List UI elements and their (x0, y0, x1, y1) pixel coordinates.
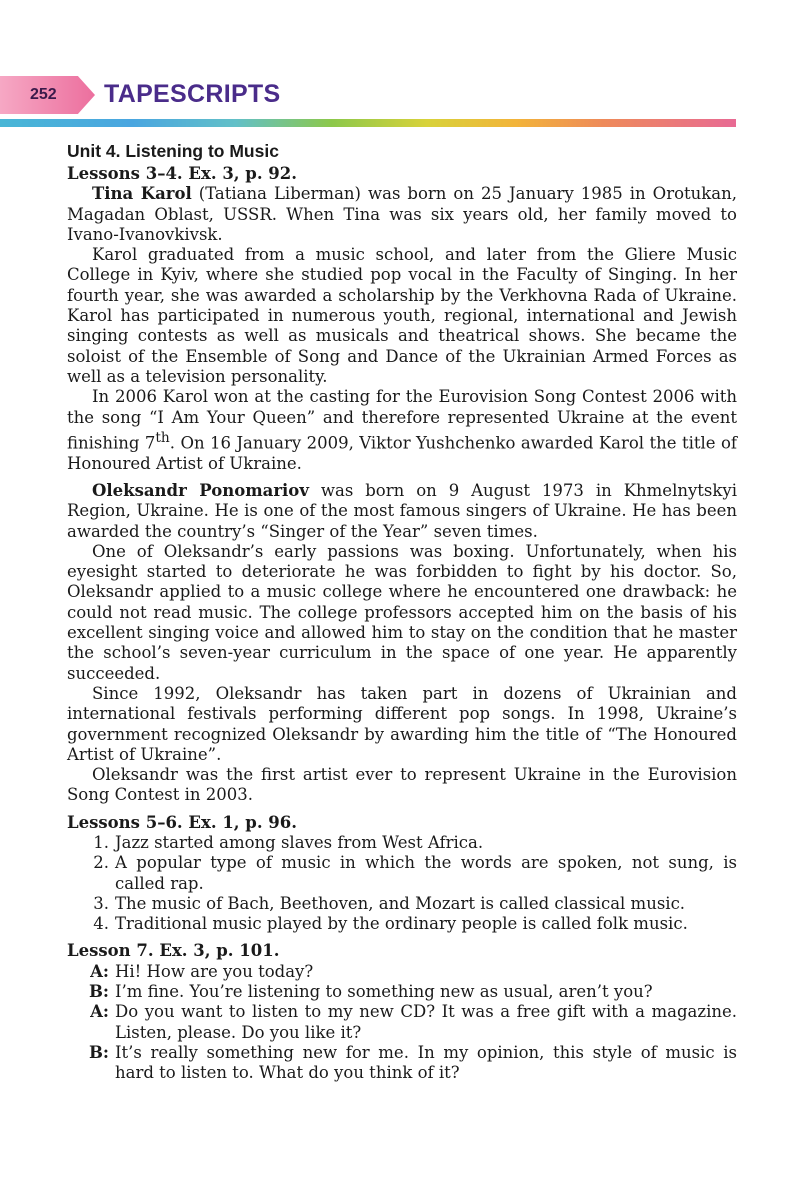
lesson-heading-5-6: Lessons 5–6. Ex. 1, p. 96. (67, 812, 298, 832)
paragraph-ponomariov-boxing: One of Oleksandr’s early passions was boxing. Unfortunately, when his eyesight started to deteriorate he was forbidden to fight by his doctor. So, Oleksandr applied to a music college where he encountered one drawback: he could not read music. The college professors accepted him on the basis of his excellent singing voice and allowed him to stay on the condition that he master the school’s seven-year curriculum in the space of one year. He apparently succeeded. (67, 541, 737, 683)
exercise-list (67, 833, 737, 934)
name-oleksandr-ponomariov: Oleksandr Ponomariov (92, 480, 309, 500)
list-item: 2. A popular type of music in which the words are spoken, not sung, is called rap. (93, 853, 737, 893)
paragraph-karol-eurovision: In 2006 Karol won at the casting for the Eurovision Song Contest 2006 with the song “I Am Your Queen” and therefore represented Ukraine at the event finishing 7th. On 16 January 2009, Viktor Yushchenko awarded Karol the title of Honoured Artist of Ukraine. (67, 387, 737, 473)
speaker-label: A: (90, 1002, 109, 1022)
dialogue-line: A: Do you want to listen to my new CD? It was a free gift with a magazine. Listen, please. Do you like it? (67, 1002, 737, 1043)
lesson-heading-7: Lesson 7. Ex. 3, p. 101. (67, 941, 280, 961)
speaker-label: B: (88, 982, 109, 1002)
page-content (67, 140, 737, 1084)
dialogue-line: A: Hi! How are you today? (67, 962, 737, 982)
dialogue-line: B: I’m fine. You’re listening to something new as usual, aren’t you? (67, 982, 737, 1002)
header-rainbow-rule (0, 119, 736, 127)
list-item: 4. Traditional music played by the ordinary people is called folk music. (93, 914, 688, 934)
page-title: TAPESCRIPTS (104, 80, 281, 108)
paragraph-ponomariov-bio: Oleksandr Ponomariov was born on 9 August 1973 in Khmelnytskyi Region, Ukraine. He is one of the most famous singers of Ukraine. He has been awarded the country’s “Singer of the Year” seven times. (67, 480, 737, 541)
lesson-heading-3-4: Lessons 3–4. Ex. 3, p. 92. (67, 164, 298, 183)
list-item: 3. The music of Bach, Beethoven, and Mozart is called classical music. (93, 893, 686, 913)
unit-heading: Unit 4. Listening to Music (67, 141, 279, 161)
speaker-label: A: (90, 961, 109, 981)
speaker-label: B: (88, 1042, 109, 1062)
paragraph-tina-karol-bio: Tina Karol (Tatiana Liberman) was born on 25 January 1985 in Orotukan, Magadan Oblast, USSR. When Tina was six years old, her family moved to Ivano-Ivanovkivsk. (67, 184, 737, 244)
paragraph-karol-education: Karol graduated from a music school, and later from the Gliere Music College in Kyiv, where she studied pop vocal in the Faculty of Singing. In her fourth year, she was awarded a scholarship by the Verkhovna Rada of Ukraine. Karol has participated in numerous youth, regional, international and Jewish singing contests as well as musicals and theatrical shows. She became the soloist of the Ensemble of Song and Dance of the Ukrainian Armed Forces as well as a television personality. (67, 245, 737, 386)
page-number: 252 (30, 86, 57, 103)
dialogue-line: B: It’s really something new for me. In my opinion, this style of music is hard to listen to. What do you think of it? (67, 1043, 737, 1084)
paragraph-ponomariov-festivals: Since 1992, Oleksandr has taken part in dozens of Ukrainian and international festivals performing different pop songs. In 1998, Ukraine’s government recognized Oleksandr by awarding him the title of “The Honoured Artist of Ukraine”. (67, 683, 737, 764)
list-item: 1. Jazz started among slaves from West Africa. (93, 833, 484, 852)
paragraph-ponomariov-eurovision: Oleksandr was the first artist ever to represent Ukraine in the Eurovision Song Contest in 2003. (67, 765, 737, 805)
name-tina-karol: Tina Karol (92, 184, 192, 204)
